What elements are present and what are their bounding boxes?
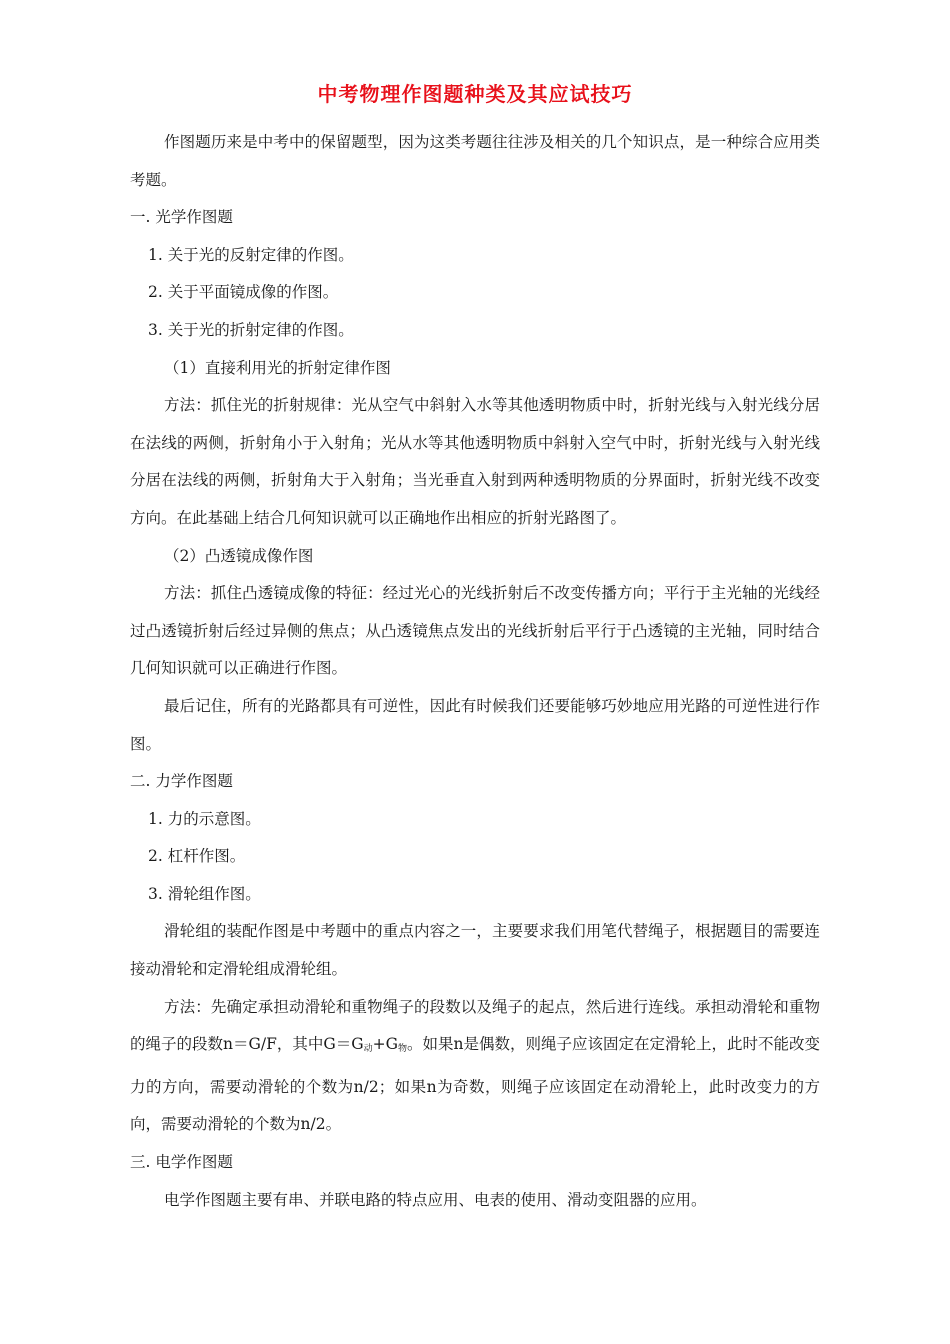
list-item: 2. 杠杆作图。 (148, 847, 246, 866)
method-paragraph-lens: 方法：抓住凸透镜成像的特征：经过光心的光线折射后不改变传播方向；平行于主光轴的光线经过凸透镜折射后经过异侧的焦点；从凸透镜焦点发出的光线折射后平行于凸透镜的主光轴，同时结合几何知识就可以正确进行作图。 (130, 584, 820, 678)
list-item: 3. 关于光的折射定律的作图。 (148, 320, 354, 339)
section-heading-electricity: 三. 电学作图题 (130, 1153, 233, 1172)
list-item: 1. 关于光的反射定律的作图。 (148, 245, 354, 264)
document-body (130, 124, 820, 1219)
subheading-convex-lens: （2）凸透镜成像作图 (164, 546, 314, 565)
list-item: 1. 力的示意图。 (148, 809, 261, 828)
intro-paragraph: 作图题历来是中考中的保留题型，因为这类考题往往涉及相关的几个知识点，是一种综合应用类考题。 (130, 133, 820, 189)
method-text-a: 方法：先确定承担动滑轮和重物绳子的段数以及绳子的起点，然后进行连线。承担动滑轮和重物的绳子的段数n＝G/F，其中G＝G (130, 997, 820, 1054)
subheading-refraction: （1）直接利用光的折射定律作图 (164, 358, 391, 377)
method-text-b: +G (372, 1035, 398, 1054)
note-paragraph-reversibility: 最后记住，所有的光路都具有可逆性，因此有时候我们还要能够巧妙地应用光路的可逆性进行作图。 (130, 696, 820, 753)
subscript-dong: 动 (363, 1044, 373, 1055)
subscript-wu: 物 (398, 1044, 408, 1055)
list-item: 2. 关于平面镜成像的作图。 (148, 283, 339, 302)
electricity-paragraph: 电学作图题主要有串、并联电路的特点应用、电表的使用、滑动变阻器的应用。 (164, 1190, 707, 1209)
section-heading-mechanics: 二. 力学作图题 (130, 772, 233, 791)
section-heading-optics: 一. 光学作图题 (130, 208, 233, 227)
page-title: 中考物理作图题种类及其应试技巧 (317, 82, 633, 106)
pulley-paragraph: 滑轮组的装配作图是中考题中的重点内容之一，主要要求我们用笔代替绳子，根据题目的需要连接动滑轮和定滑轮组成滑轮组。 (130, 922, 820, 979)
pulley-method-paragraph (130, 989, 820, 1144)
method-paragraph-refraction: 方法：抓住光的折射规律：光从空气中斜射入水等其他透明物质中时，折射光线与入射光线分居在法线的两侧，折射角小于入射角；光从水等其他透明物质中斜射入空气中时，折射光线与入射光线分居在法线的两侧，折射角大于入射角；当光垂直入射到两种透明物质的分界面时，折射光线不改变方向。在此基础上结合几何知识就可以正确地作出相应的折射光路图了。 (130, 396, 820, 527)
list-item: 3. 滑轮组作图。 (148, 884, 261, 903)
method-text-c: 。如果n是偶数，则绳子应该固定在定滑轮上，此时不能改变力的方向，需要动滑轮的个数为n/2；如果n为奇数，则绳子应该固定在动滑轮上，此时改变力的方向，需要动滑轮的个数为n/2。 (130, 1035, 821, 1134)
